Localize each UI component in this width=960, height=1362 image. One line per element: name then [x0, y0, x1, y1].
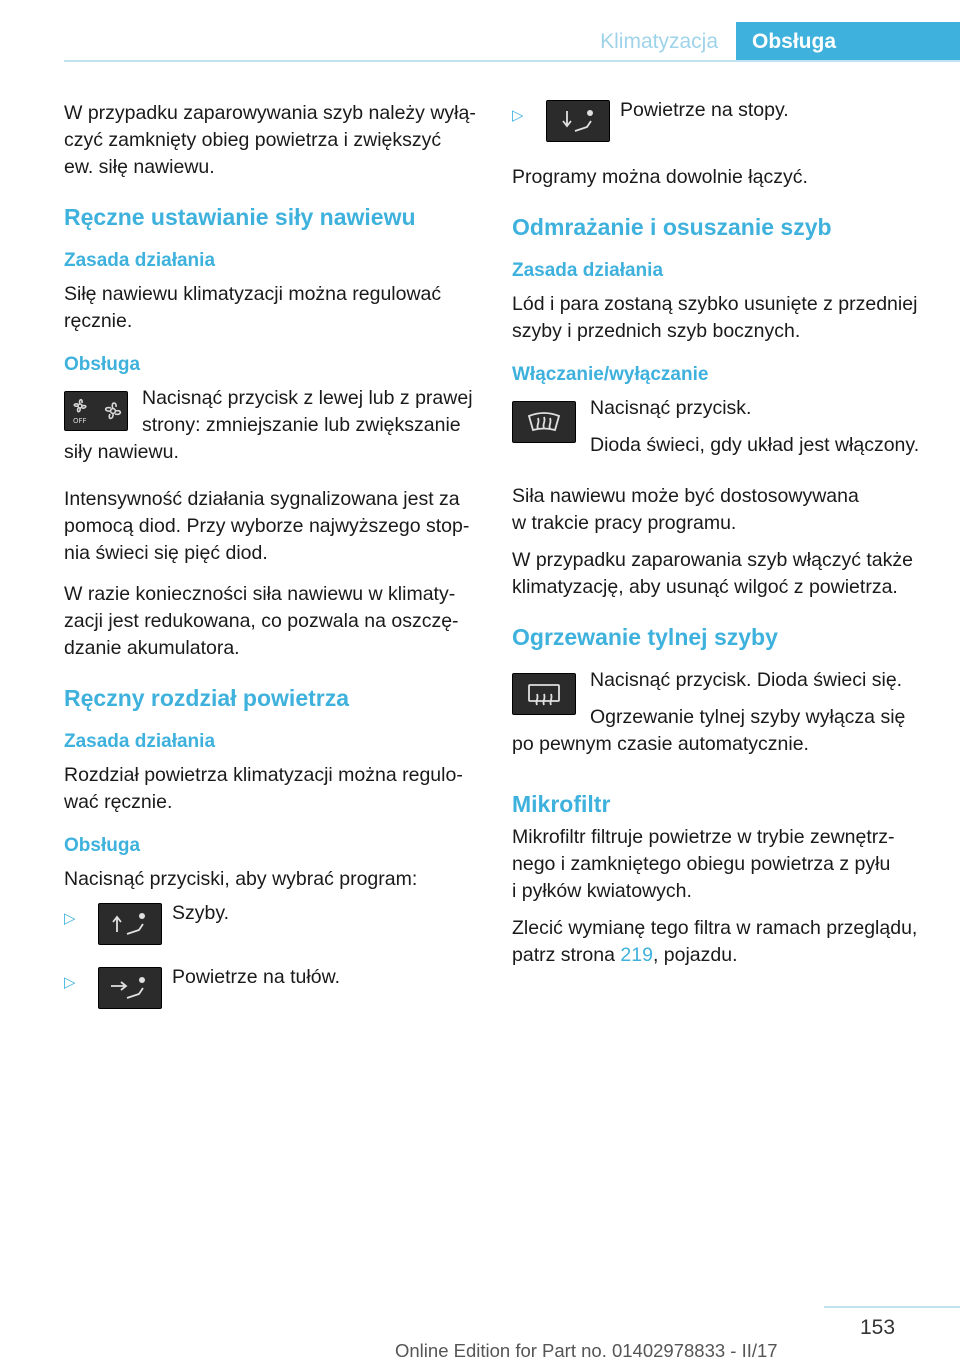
- windshield-program-button[interactable]: [98, 903, 162, 945]
- fan-button-text: Nacisnąć przycisk z lewej lub z prawej strony: zmniejszanie lub zwiększanie siły nawiewu.: [64, 387, 473, 463]
- footwell-program-label: Powietrze na stopy.: [620, 99, 789, 121]
- upper-body-program-label: Powietrze na tułów.: [172, 966, 341, 988]
- distribution-principle-text: Rozdział powietrza klimatyzacji można regulo‐ wać ręcznie.: [64, 764, 463, 813]
- fan-icon: [65, 392, 127, 430]
- windshield-program-label: Szyby.: [172, 902, 230, 924]
- defrost-fan-text: Siła nawiewu może być dostosowywana w trakcie pracy programu.: [512, 485, 859, 534]
- rear-window-heading: Ogrzewanie tylnej szyby: [512, 624, 778, 650]
- footwell-program-button[interactable]: [546, 100, 610, 142]
- left-column: [64, 100, 484, 1031]
- rear-press-text: Nacisnąć przycisk. Dioda świeci się.: [590, 669, 903, 691]
- defrost-heading: Odmrażanie i osuszanie szyb: [512, 214, 832, 240]
- microfilter-text: Mikrofiltr filtruje powietrze w trybie zewnętrz‐ nego i zamkniętego obiegu powietrza z pyłu i pyłków kwiatowych.: [512, 826, 895, 902]
- bullet-triangle-icon: ▷: [512, 107, 524, 124]
- page-number: 153: [860, 1316, 896, 1339]
- footwell-airflow-icon: [547, 101, 609, 141]
- intro-paragraph: W przypadku zaparowywania szyb należy wyłą‐ czyć zamknięty obieg powietrza i zwiększyć ew. siłę nawiewu.: [64, 102, 476, 178]
- distribution-principle-heading: Zasada działania: [64, 731, 216, 752]
- microfilter-replace-text: [512, 915, 932, 969]
- page-reference-link[interactable]: 219: [620, 944, 653, 966]
- footer-divider: [824, 1306, 960, 1308]
- distribution-heading: Ręczny rozdział powietrza: [64, 685, 350, 711]
- fan-battery-text: W razie konieczności siła nawiewu w klimaty‐ zacji jest redukowana, co pozwala na oszczę‐ dzanie akumulatora.: [64, 583, 459, 659]
- windshield-airflow-icon: [99, 904, 161, 944]
- header-chapter-label: Obsługa: [736, 22, 960, 61]
- fan-off-label: OFF: [73, 417, 87, 425]
- fan-operation-heading: Obsługa: [64, 354, 141, 375]
- defrost-fog-text: W przypadku zaparowania szyb włączyć także klimatyzację, aby usunąć wilgoć z powietrza.: [512, 549, 913, 598]
- header-divider: [64, 60, 960, 62]
- defrost-principle-text: Lód i para zostaną szybko usunięte z przedniej szyby i przednich szyb bocznych.: [512, 293, 918, 342]
- fan-principle-text: Siłę nawiewu klimatyzacji można regulować ręcznie.: [64, 283, 442, 332]
- fan-heading: Ręczne ustawianie siły nawiewu: [64, 204, 416, 230]
- header-tabs: [582, 22, 960, 61]
- rear-button-row: [512, 667, 932, 768]
- bullet-triangle-icon: ▷: [64, 974, 76, 991]
- onoff-heading: Włączanie/wyłączanie: [512, 364, 709, 385]
- defrost-button-row: [512, 395, 932, 469]
- defrost-led-text: Dioda świeci, gdy układ jest włączony.: [590, 434, 920, 456]
- distribution-operation-heading: Obsługa: [64, 835, 141, 856]
- rear-defrost-icon: [513, 674, 575, 714]
- front-defrost-icon: [513, 402, 575, 442]
- rear-auto-text: Ogrzewanie tylnej szyby wyłącza się po pewnym czasie automatycznie.: [512, 706, 906, 755]
- fan-principle-heading: Zasada działania: [64, 250, 216, 271]
- fan-intensity-text: Intensywność działania sygnalizowana jest za pomocą diod. Przy wyborze najwyższego stop‐ nia świeci się pięć diod.: [64, 488, 470, 564]
- right-column: [512, 100, 932, 979]
- upper-body-airflow-icon: [99, 968, 161, 1008]
- defrost-principle-heading: Zasada działania: [512, 260, 664, 281]
- microfilter-replace-post: , pojazdu.: [652, 944, 738, 966]
- bullet-triangle-icon: ▷: [64, 910, 76, 927]
- microfilter-replace-pre: Zlecić wymianę tego filtra w ramach przeglądu, patrz strona: [512, 917, 918, 966]
- fan-speed-button[interactable]: [64, 391, 128, 431]
- programs-combine-text: Programy można dowolnie łączyć.: [512, 166, 808, 188]
- upper-body-program-button[interactable]: [98, 967, 162, 1009]
- program-item-upper-body: [64, 967, 484, 1017]
- header-section-label: Klimatyzacja: [600, 30, 718, 53]
- rear-window-heating-button[interactable]: [512, 673, 576, 715]
- microfilter-heading: Mikrofiltr: [512, 791, 611, 817]
- distribution-operation-text: Nacisnąć przyciski, aby wybrać program:: [64, 868, 418, 890]
- edition-note: Online Edition for Part no. 01402978833 - II/17: [395, 1340, 778, 1361]
- defrost-press-text: Nacisnąć przycisk.: [590, 397, 752, 419]
- defrost-button[interactable]: [512, 401, 576, 443]
- fan-button-row: [64, 385, 484, 476]
- program-item-windshield: [64, 903, 484, 953]
- program-item-footwell: [512, 100, 932, 150]
